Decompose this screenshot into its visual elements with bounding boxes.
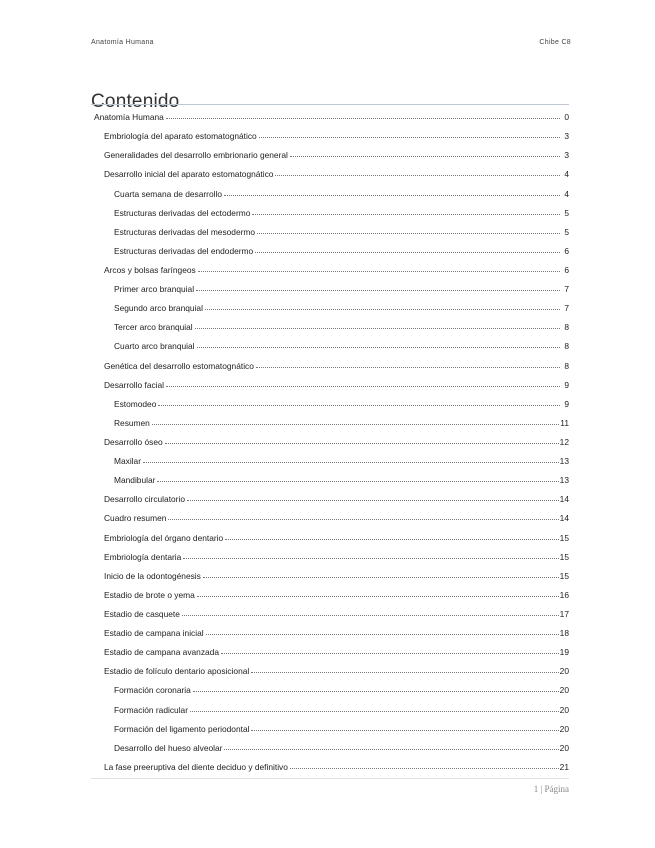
toc-entry-title: Estomodeo [114,398,157,409]
toc-entry[interactable] [91,141,569,160]
toc-entry-page: 14 [559,513,569,524]
dot-leader [224,195,560,196]
dot-leader [259,137,560,138]
toc-entry-page: 14 [559,494,569,505]
toc-entry-title: La fase preeruptiva del diente deciduo y definitivo [104,761,288,772]
toc-entry-page: 15 [559,570,569,581]
toc-entry-page: 18 [559,628,569,639]
toc-entry-title: Cuadro resumen [104,513,167,524]
toc-entry-title: Embriología dentaria [104,551,182,562]
toc-entry-title: Estructuras derivadas del mesodermo [114,226,256,237]
toc-entry-title: Cuarta semana de desarrollo [114,188,223,199]
toc-entry-title: Inicio de la odontogénesis [104,570,201,581]
toc-entry[interactable] [91,218,569,237]
dot-leader [182,615,559,616]
dot-leader [165,443,559,444]
toc-entry-page: 15 [559,532,569,543]
toc-title: Contenido [91,90,180,112]
toc-entry-title: Desarrollo inicial del aparato estomatognático [104,169,274,180]
toc-entry[interactable] [91,409,569,428]
toc-entry[interactable] [91,179,569,198]
page-number-footer: 1 | Página [533,784,569,794]
dot-leader [190,711,559,712]
toc-entry-page: 7 [564,284,569,295]
toc-entry[interactable] [91,676,569,695]
toc-entry[interactable] [91,753,569,772]
toc-entry-page: 6 [564,264,569,275]
toc-entry-page: 17 [559,608,569,619]
toc-entry-page: 9 [564,379,569,390]
toc-entry[interactable] [91,619,569,638]
toc-entry-title: Formación radicular [114,704,189,715]
dot-leader [152,424,559,425]
toc-entry-title: Estadio de campana inicial [104,628,204,639]
dot-leader [183,558,558,559]
footer-divider [91,778,569,779]
toc-entry-page: 7 [564,303,569,314]
dot-leader [255,252,560,253]
toc-entry-page: 5 [564,207,569,218]
dot-leader [197,347,560,348]
table-of-contents [91,103,569,772]
toc-entry[interactable] [91,256,569,275]
toc-entry-title: Estadio de folículo dentario aposicional [104,666,250,677]
toc-entry-page: 6 [564,245,569,256]
toc-entry[interactable] [91,485,569,504]
toc-entry[interactable] [91,332,569,351]
dot-leader [221,653,559,654]
dot-leader [143,462,559,463]
toc-entry[interactable] [91,466,569,485]
dot-leader [256,367,560,368]
toc-entry-title: Tercer arco branquial [114,322,193,333]
toc-entry[interactable] [91,504,569,523]
toc-entry[interactable] [91,313,569,332]
toc-entry[interactable] [91,199,569,218]
dot-leader [206,634,559,635]
toc-entry-page: 0 [564,112,569,123]
dot-leader [252,214,560,215]
toc-entry-title: Estadio de casquete [104,608,180,619]
dot-leader [168,519,558,520]
dot-leader [195,328,560,329]
toc-entry-page: 8 [564,341,569,352]
toc-entry[interactable] [91,122,569,141]
dot-leader [224,749,558,750]
dot-leader [166,386,560,387]
dot-leader [205,309,560,310]
dot-leader [290,156,560,157]
toc-entry[interactable] [91,275,569,294]
toc-entry[interactable] [91,562,569,581]
toc-entry[interactable] [91,390,569,409]
toc-entry[interactable] [91,600,569,619]
dot-leader [225,539,558,540]
toc-entry-title: Estadio de brote o yema [104,589,195,600]
toc-entry-page: 9 [564,398,569,409]
toc-entry-page: 13 [559,456,569,467]
toc-entry-page: 20 [559,723,569,734]
page-header-left: Anatomía Humana [91,39,154,46]
toc-entry[interactable] [91,657,569,676]
dot-leader [257,233,560,234]
dot-leader [251,672,558,673]
toc-entry-title: Desarrollo facial [104,379,165,390]
toc-entry-title: Formación del ligamento periodontal [114,723,250,734]
toc-entry-page: 20 [559,685,569,696]
toc-entry-title: Desarrollo del hueso alveolar [114,742,223,753]
toc-entry-page: 11 [560,417,569,428]
toc-entry[interactable] [91,734,569,753]
toc-entry-page: 8 [564,360,569,371]
toc-entry-title: Mandibular [114,475,156,486]
toc-entry[interactable] [91,447,569,466]
dot-leader [196,290,560,291]
toc-entry-title: Estructuras derivadas del endodermo [114,245,254,256]
dot-leader [187,500,559,501]
toc-entry[interactable] [91,581,569,600]
dot-leader [198,271,560,272]
toc-entry[interactable] [91,543,569,562]
toc-entry-title: Formación coronaria [114,685,191,696]
toc-entry-title: Arcos y bolsas faríngeos [104,264,196,275]
toc-entry[interactable] [91,371,569,390]
toc-entry-title: Estadio de campana avanzada [104,647,220,658]
toc-entry-page: 19 [559,647,569,658]
toc-entry-page: 13 [559,475,569,486]
toc-entry[interactable] [91,428,569,447]
toc-entry-page: 20 [559,742,569,753]
toc-entry-page: 20 [559,704,569,715]
toc-entry-page: 21 [559,761,569,772]
toc-entry-page: 3 [564,150,569,161]
toc-entry[interactable] [91,237,569,256]
toc-entry-title: Desarrollo óseo [104,436,163,447]
toc-entry-page: 20 [559,666,569,677]
dot-leader [203,577,559,578]
toc-entry-page: 15 [559,551,569,562]
dot-leader [290,768,559,769]
toc-entry-page: 16 [559,589,569,600]
toc-entry-title: Anatomía Humana [94,112,164,123]
toc-entry-title: Estructuras derivadas del ectodermo [114,207,251,218]
dot-leader [157,481,558,482]
dot-leader [193,691,559,692]
toc-entry-page: 4 [564,188,569,199]
dot-leader [166,118,560,119]
dot-leader [275,175,560,176]
toc-entry-page: 5 [564,226,569,237]
toc-entry-title: Desarrollo circulatorio [104,494,185,505]
toc-entry-title: Segundo arco branquial [114,303,203,314]
toc-entry[interactable] [91,351,569,370]
toc-entry[interactable] [91,294,569,313]
toc-entry-title: Embriología del aparato estomatognático [104,131,257,142]
dot-leader [158,405,560,406]
toc-entry-title: Embriología del órgano dentario [104,532,224,543]
toc-entry-page: 12 [559,436,569,447]
toc-entry-title: Cuarto arco branquial [114,341,195,352]
toc-entry-title: Generalidades del desarrollo embrionario general [104,150,288,161]
toc-entry[interactable] [91,103,569,122]
dot-leader [197,596,559,597]
toc-entry[interactable] [91,638,569,657]
toc-entry[interactable] [91,160,569,179]
page-header-right: Chibe C8 [539,39,571,46]
toc-entry-page: 8 [564,322,569,333]
toc-entry-page: 4 [564,169,569,180]
toc-entry-title: Maxilar [114,456,141,467]
toc-entry-page: 3 [564,131,569,142]
toc-entry-title: Resumen [114,417,150,428]
toc-entry[interactable] [91,695,569,714]
dot-leader [251,730,558,731]
toc-entry-title: Genética del desarrollo estomatognático [104,360,254,371]
toc-entry[interactable] [91,523,569,542]
toc-entry-title: Primer arco branquial [114,284,195,295]
toc-entry[interactable] [91,715,569,734]
